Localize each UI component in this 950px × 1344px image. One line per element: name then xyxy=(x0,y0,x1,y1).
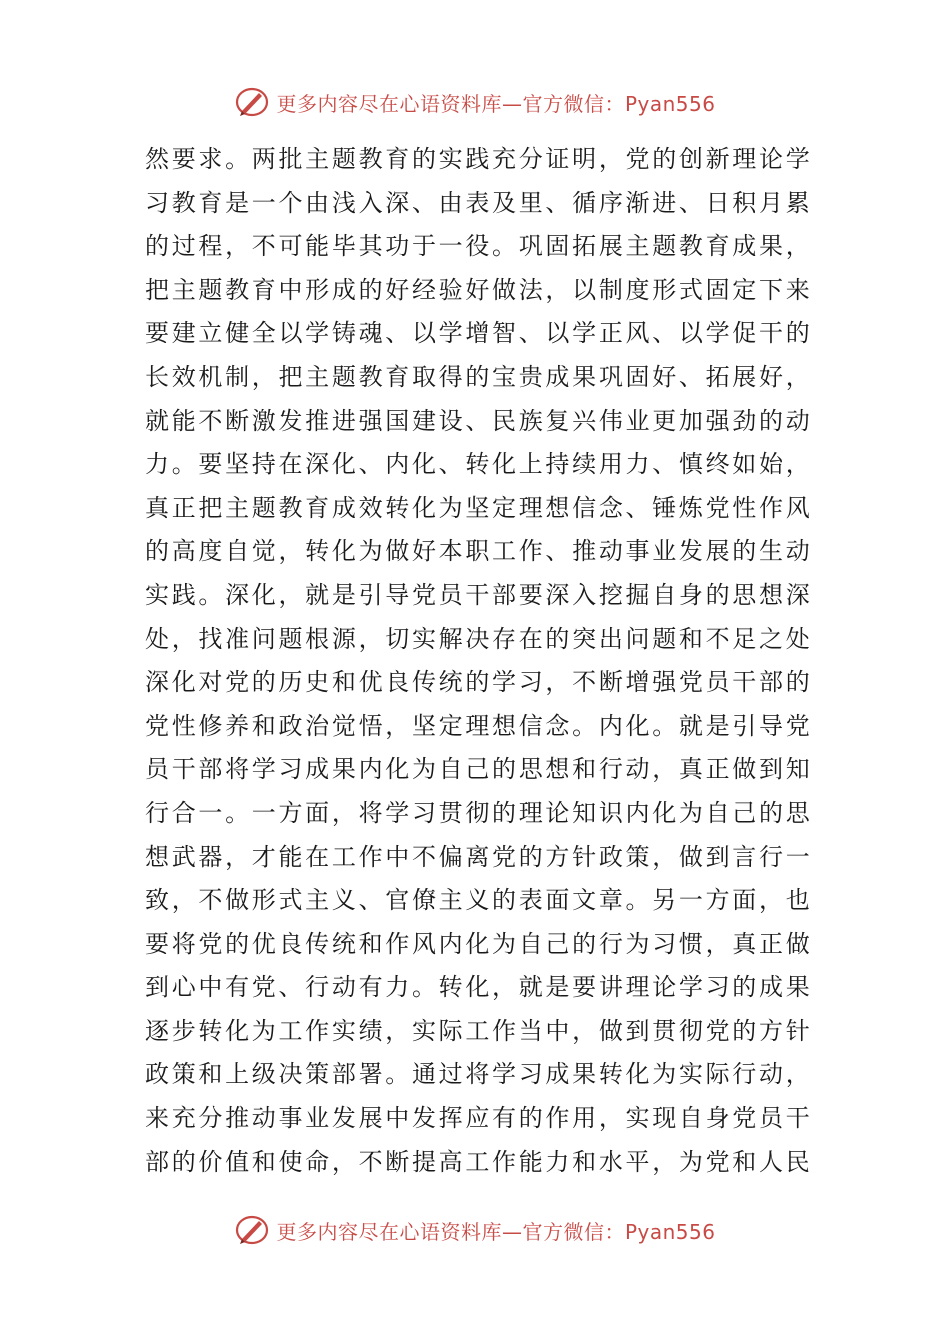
body-line: 部的价值和使命，不断提高工作能力和水平，为党和人民 xyxy=(145,1147,810,1176)
body-line: 来充分推动事业发展中发挥应有的作用，实现自身党员干 xyxy=(145,1104,810,1133)
body-line: 的过程，不可能毕其功于一役。巩固拓展主题教育成果， xyxy=(145,232,810,261)
body-line: 力。要坚持在深化、内化、转化上持续用力、慎终如始， xyxy=(145,450,810,479)
body-line: 的高度自觉，转化为做好本职工作、推动事业发展的生动 xyxy=(145,537,810,566)
pen-logo-icon xyxy=(234,84,270,120)
body-line: 要建立健全以学铸魂、以学增智、以学正风、以学促干的 xyxy=(145,319,810,348)
body-line: 政策和上级决策部署。通过将学习成果转化为实际行动， xyxy=(145,1060,810,1089)
body-line: 逐步转化为工作实绩，实际工作当中，做到贯彻党的方针 xyxy=(145,1016,810,1045)
body-line: 党性修养和政治觉悟，坚定理想信念。内化。就是引导党 xyxy=(145,711,810,740)
pen-logo-icon xyxy=(234,1212,270,1248)
header-banner xyxy=(0,82,950,122)
footer-banner-text: 更多内容尽在心语资料库—官方微信：Pyan556 xyxy=(276,1219,716,1244)
body-line: 真正把主题教育成效转化为坚定理想信念、锤炼党性作风 xyxy=(145,493,810,522)
header-banner-text: 更多内容尽在心语资料库—官方微信：Pyan556 xyxy=(276,91,716,116)
body-line: 实践。深化，就是引导党员干部要深入挖掘自身的思想深 xyxy=(145,580,810,609)
body-line: 处，找准问题根源，切实解决存在的突出问题和不足之处 xyxy=(145,624,810,653)
body-line: 长效机制，把主题教育取得的宝贵成果巩固好、拓展好， xyxy=(145,362,810,391)
body-line: 行合一。一方面，将学习贯彻的理论知识内化为自己的思 xyxy=(145,798,810,827)
body-line: 深化对党的历史和优良传统的学习，不断增强党员干部的 xyxy=(145,668,810,697)
body-line: 然要求。两批主题教育的实践充分证明，党的创新理论学 xyxy=(145,145,810,173)
body-line: 要将党的优良传统和作风内化为自己的行为习惯，真正做 xyxy=(145,929,810,958)
body-line: 员干部将学习成果内化为自己的思想和行动，真正做到知 xyxy=(145,755,810,784)
body-line: 到心中有党、行动有力。转化，就是要讲理论学习的成果 xyxy=(145,973,810,1002)
footer-banner xyxy=(0,1210,950,1250)
body-line: 想武器，才能在工作中不偏离党的方针政策，做到言行一 xyxy=(145,842,810,871)
body-line: 就能不断激发推进强国建设、民族复兴伟业更加强劲的动 xyxy=(145,406,810,435)
document-body xyxy=(145,138,810,1184)
body-line: 习教育是一个由浅入深、由表及里、循序渐进、日积月累 xyxy=(145,188,810,217)
body-line: 把主题教育中形成的好经验好做法，以制度形式固定下来 xyxy=(145,275,810,304)
body-line: 致，不做形式主义、官僚主义的表面文章。另一方面，也 xyxy=(145,886,810,915)
